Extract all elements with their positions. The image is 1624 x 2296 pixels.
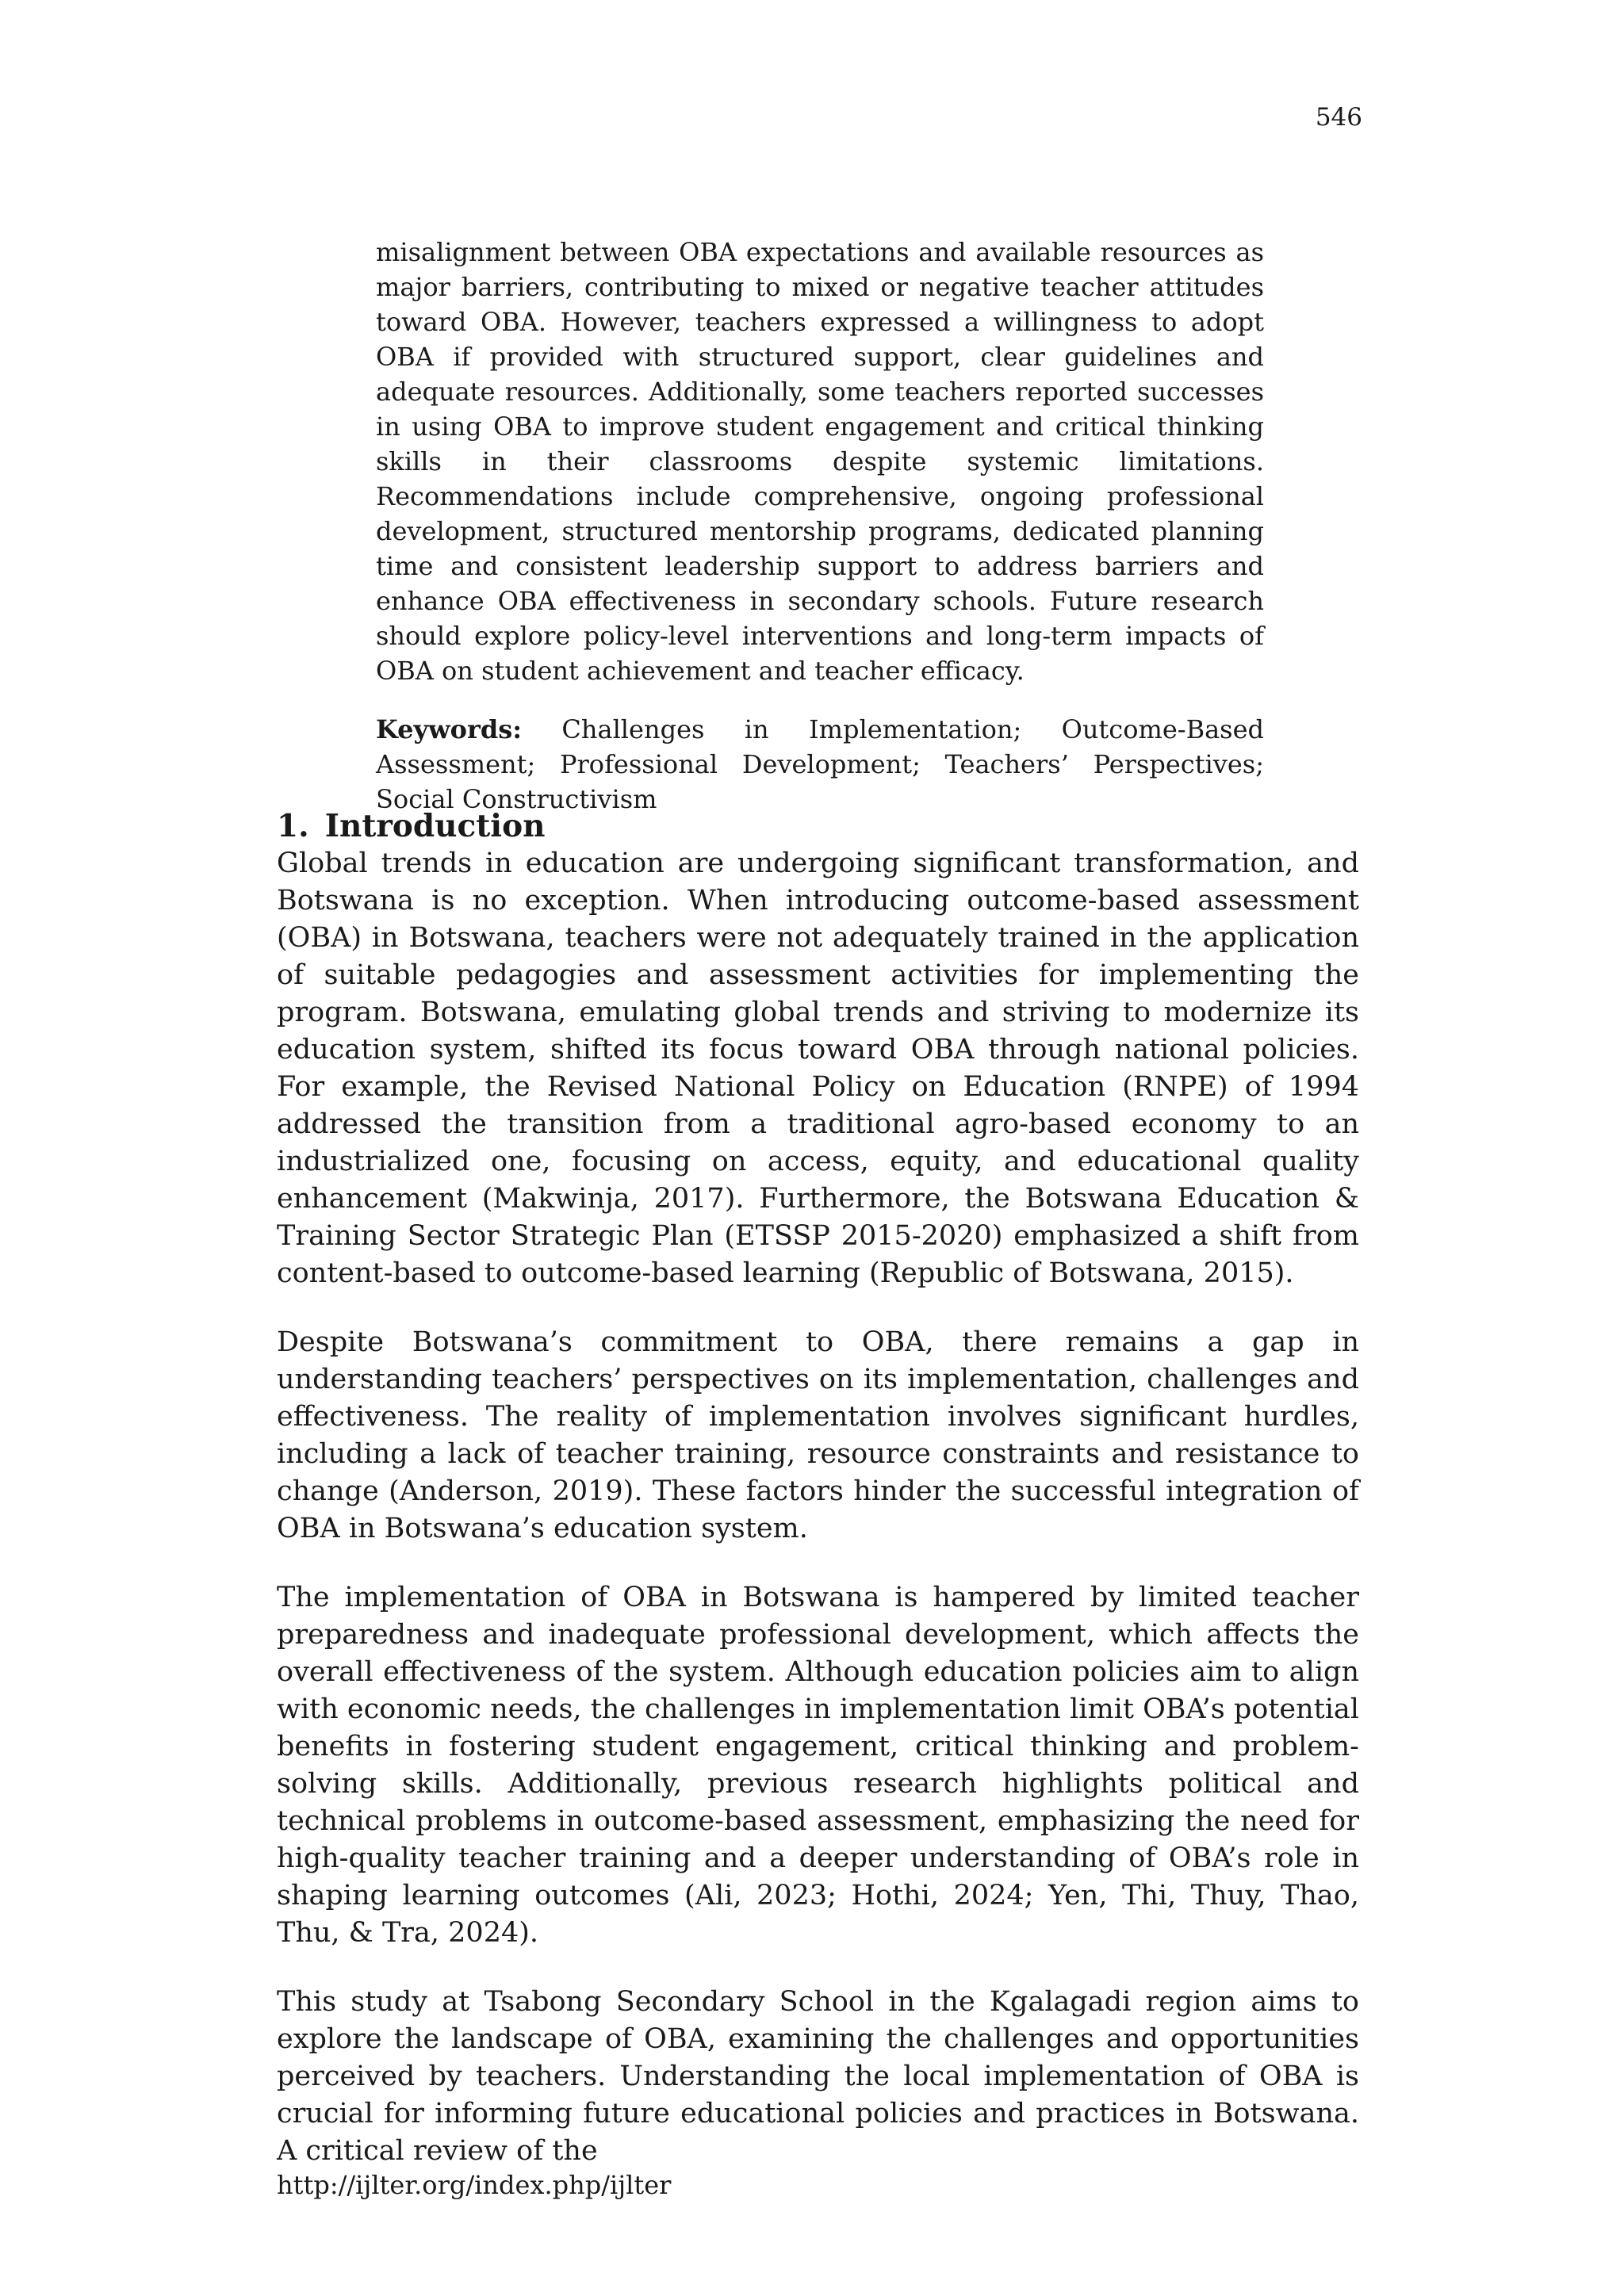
- introduction-section: [277, 807, 1359, 2202]
- keywords-list: Challenges in Implementation; Outcome-Based Assessment; Professional Development; Teachers’ Perspectives; Social Constructivism: [376, 714, 1265, 814]
- paragraph: The implementation of OBA in Botswana is hampered by limited teacher preparedness and inadequate professional development, which affects the overall effectiveness of the system. Although education policies aim to align with economic needs, the challenges in implementation limit OBA’s potential benefits in fostering student engagement, critical thinking and problem-solving skills. Additionally, previous research highlights political and technical problems in outcome-based assessment, emphasizing the need for high-quality teacher training and a deeper understanding of OBA’s role in shaping learning outcomes (Ali, 2023; Hothi, 2024; Yen, Thi, Thuy, Thao, Thu, & Tra, 2024).: [277, 1582, 1359, 1949]
- abstract-text: misalignment between OBA expectations and available resources as major barriers, contributing to mixed or negative teacher attitudes toward OBA. However, teachers expressed a willingness to adopt OBA if provided with structured support, clear guidelines and adequate resources. Additionally, some teachers reported successes in using OBA to improve student engagement and critical thinking skills in their classrooms despite systemic limitations. Recommendations include comprehensive, ongoing professional development, structured mentorship programs, dedicated planning time and consistent leadership support to address barriers and enhance OBA effectiveness in secondary schools. Future research should explore policy-level interventions and long-term impacts of OBA on student achievement and teacher efficacy.: [376, 237, 1264, 686]
- section-title: Introduction: [324, 808, 546, 844]
- paragraph: This study at Tsabong Secondary School in the Kgalagadi region aims to explore the landscape of OBA, examining the challenges and opportunities perceived by teachers. Understanding the local implementation of OBA is crucial for informing future educational policies and practices in Botswana. A critical review of the: [277, 1986, 1359, 2167]
- section-heading: [277, 807, 1359, 845]
- paragraph: Global trends in education are undergoing significant transformation, and Botswana is no exception. When introducing outcome-based assessment (OBA) in Botswana, teachers were not adequately trained in the application of suitable pedagogies and assessment activities for implementing the program. Botswana, emulating global trends and striving to modernize its education system, shifted its focus toward OBA through national policies. For example, the Revised National Policy on Education (RNPE) of 1994 addressed the transition from a traditional agro-based economy to an industrialized one, focusing on access, equity, and educational quality enhancement (Makwinja, 2017). Furthermore, the Botswana Education & Training Sector Strategic Plan (ETSSP 2015-2020) emphasized a shift from content-based to outcome-based learning (Republic of Botswana, 2015).: [277, 848, 1359, 1289]
- keywords-label: Keywords:: [376, 714, 523, 744]
- abstract-continuation: [376, 235, 1264, 817]
- footer-url: http://ijlter.org/index.php/ijlter: [277, 2170, 672, 2200]
- keywords: [376, 712, 1264, 817]
- page-number: 546: [1315, 103, 1362, 132]
- paragraph: Despite Botswana’s commitment to OBA, there remains a gap in understanding teachers’ perspectives on its implementation, challenges and effectiveness. The reality of implementation involves significant hurdles, including a lack of teacher training, resource constraints and resistance to change (Anderson, 2019). These factors hinder the successful integration of OBA in Botswana’s education system.: [277, 1326, 1359, 1544]
- section-number: 1.: [277, 808, 309, 844]
